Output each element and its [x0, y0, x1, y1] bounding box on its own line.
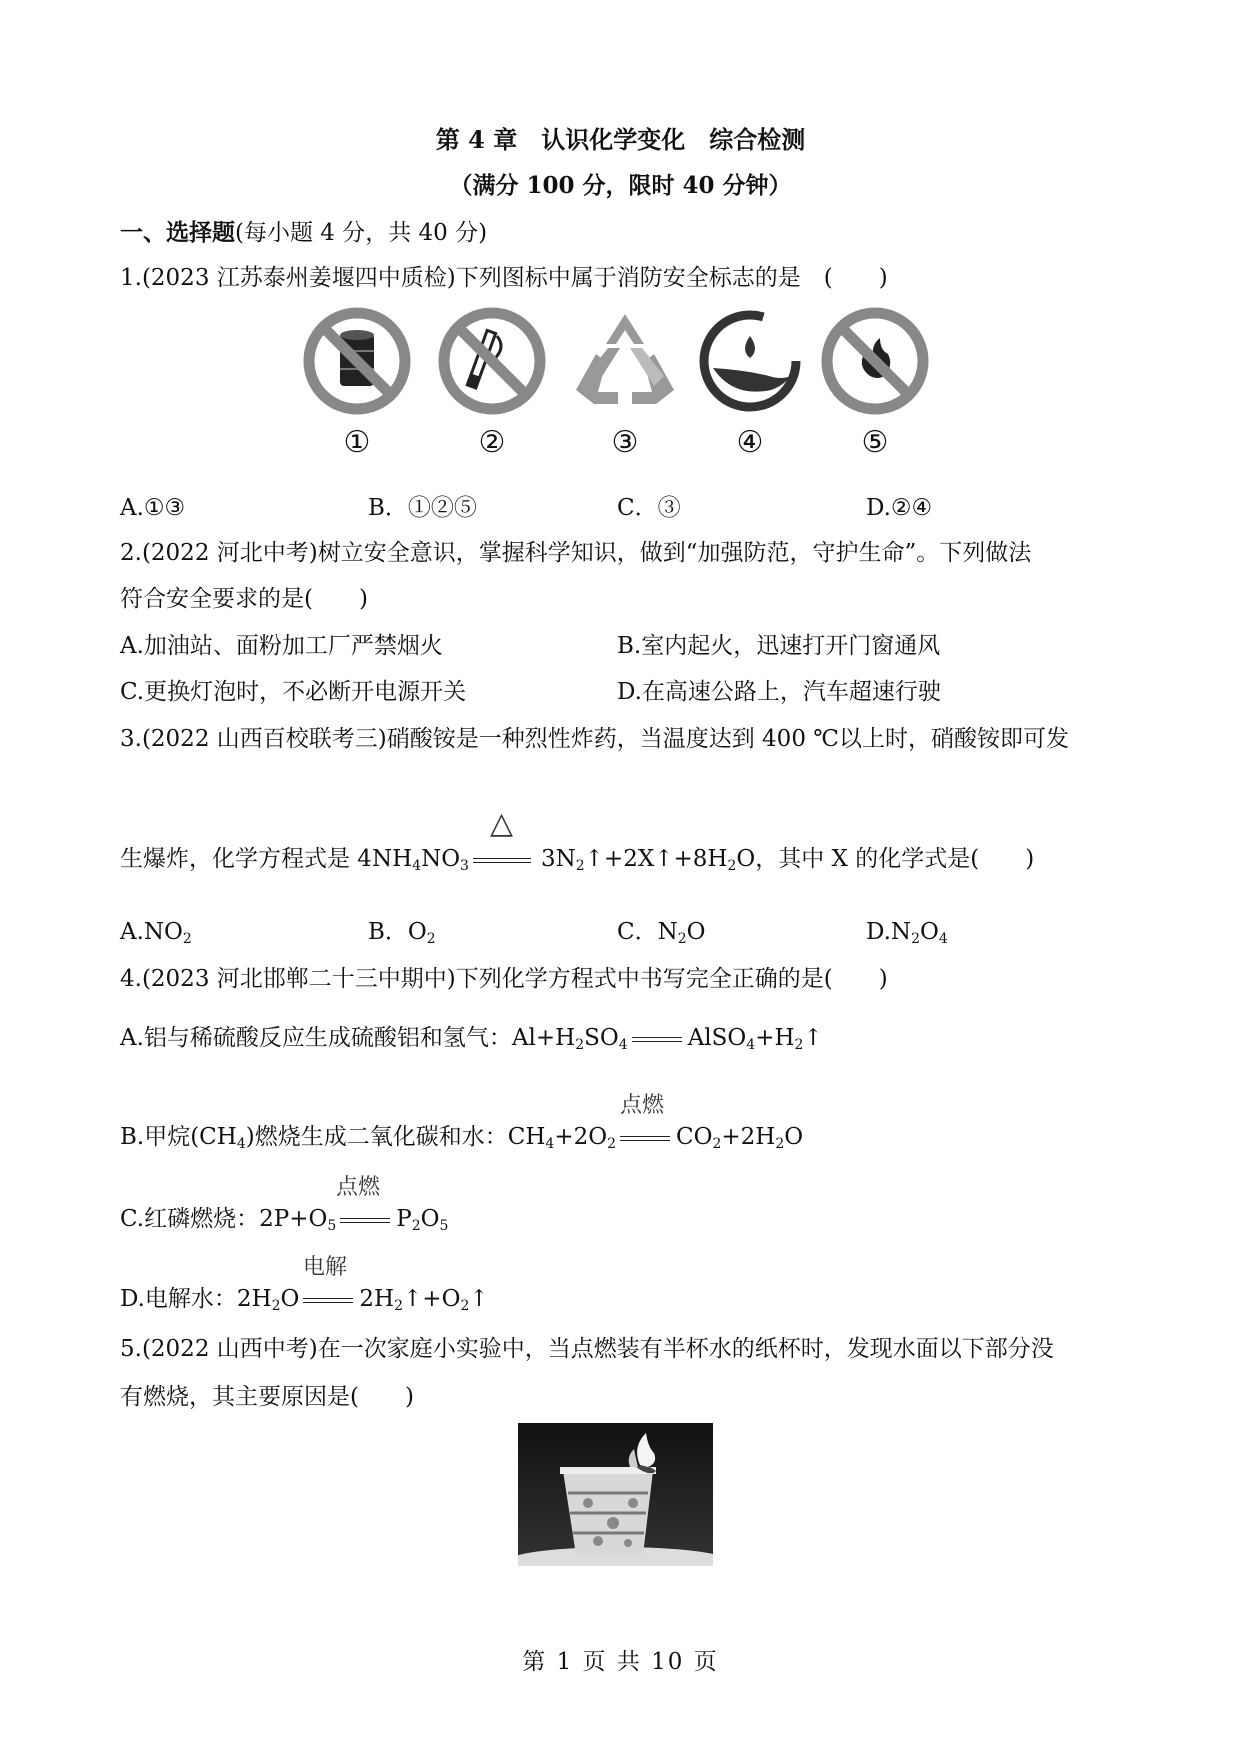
section-note: (每小题 4 分，共 40 分): [235, 220, 488, 246]
section-title: 一、选择题: [120, 219, 235, 246]
recycle-icon: [570, 306, 680, 416]
no-oil-barrel-icon: [302, 306, 412, 416]
q5-stem-line2: 有燃烧，其主要原因是( ): [120, 1384, 414, 1410]
q3-option-a: $A.NO_2$: [120, 919, 192, 947]
q5-stem-line1: 5.(2022 山西中考)在一次家庭小实验中，当点燃装有半杯水的纸杯时，发现水面以下部分没: [120, 1336, 1054, 1362]
icon-label-4: ④: [736, 425, 764, 460]
q3-stem-line2: 生爆炸，化学方程式是 $4NH_4NO_3$ $3N_2↑+2X↑+8H_2O$，其中 X 的化学式是( ): [120, 846, 1035, 874]
q3-condition: △: [490, 806, 514, 841]
page-subtitle: （满分 100 分，限时 40 分钟）: [449, 172, 792, 199]
burning-paper-cup-photo: [518, 1423, 713, 1566]
q2-option-c: C.更换灯泡时，不必断开电源开关: [120, 679, 467, 705]
icon-label-5: ⑤: [861, 425, 889, 460]
q2-stem-line2: 符合安全要求的是( ): [120, 586, 368, 612]
q3-option-c: C．$N_2O$: [617, 919, 706, 947]
no-open-flame-icon: [820, 306, 930, 416]
page-footer: 第 1 页 共 10 页: [522, 1649, 719, 1675]
q2-option-a: A.加油站、面粉加工厂严禁烟火: [120, 633, 443, 659]
q4c-condition: 点燃: [336, 1175, 381, 1200]
q4d-condition: 电解: [303, 1255, 348, 1280]
icon-label-1: ①: [343, 425, 371, 460]
q4-option-d: D.电解水：$2H_2O$ $2H_2↑+O_2↑$: [120, 1286, 489, 1314]
q1-option-d: D.②④: [866, 495, 933, 521]
q3-option-d: $D.N_2O_4$: [866, 919, 948, 947]
no-smoking-icon: [437, 306, 547, 416]
q1-option-a: A.①③: [120, 495, 186, 521]
q4b-condition: 点燃: [620, 1093, 665, 1118]
page-title: 第 4 章 认识化学变化 综合检测: [435, 125, 806, 154]
section-heading: [120, 218, 487, 248]
q1-option-c: C．③: [617, 495, 681, 521]
q1-option-b: B．①②⑤: [368, 495, 477, 521]
q4-option-c: C.红磷燃烧：$2P+O_5$ $P_2O_5$: [120, 1206, 449, 1234]
icon-label-3: ③: [611, 425, 639, 460]
q4-option-a: A.铝与稀硫酸反应生成硫酸铝和氢气：$Al+H_2SO_4$ $AlSO_4+H_2↑$: [120, 1025, 823, 1053]
water-saving-icon: [695, 306, 805, 416]
q2-stem-line1: 2.(2022 河北中考)树立安全意识，掌握科学知识，做到“加强防范，守护生命”。下列做法: [120, 540, 1032, 566]
q3-stem-line1: 3.(2022 山西百校联考三)硝酸铵是一种烈性炸药，当温度达到 400 ℃以上时，硝酸铵即可发: [120, 726, 1069, 752]
q1-stem: 1.(2023 江苏泰州姜堰四中质检)下列图标中属于消防安全标志的是 ( ): [120, 265, 888, 291]
q2-option-d: D.在高速公路上，汽车超速行驶: [617, 679, 941, 705]
icon-label-2: ②: [478, 425, 506, 460]
q3-option-b: B．$O_2$: [368, 919, 436, 947]
q4-option-b: B.甲烷$(CH_4)$燃烧生成二氧化碳和水：$CH_4+2O_2$ $CO_2+2H_2O$: [120, 1124, 804, 1152]
q4-stem: 4.(2023 河北邯郸二十三中期中)下列化学方程式中书写完全正确的是( ): [120, 966, 888, 992]
q2-option-b: B.室内起火，迅速打开门窗通风: [617, 633, 941, 659]
